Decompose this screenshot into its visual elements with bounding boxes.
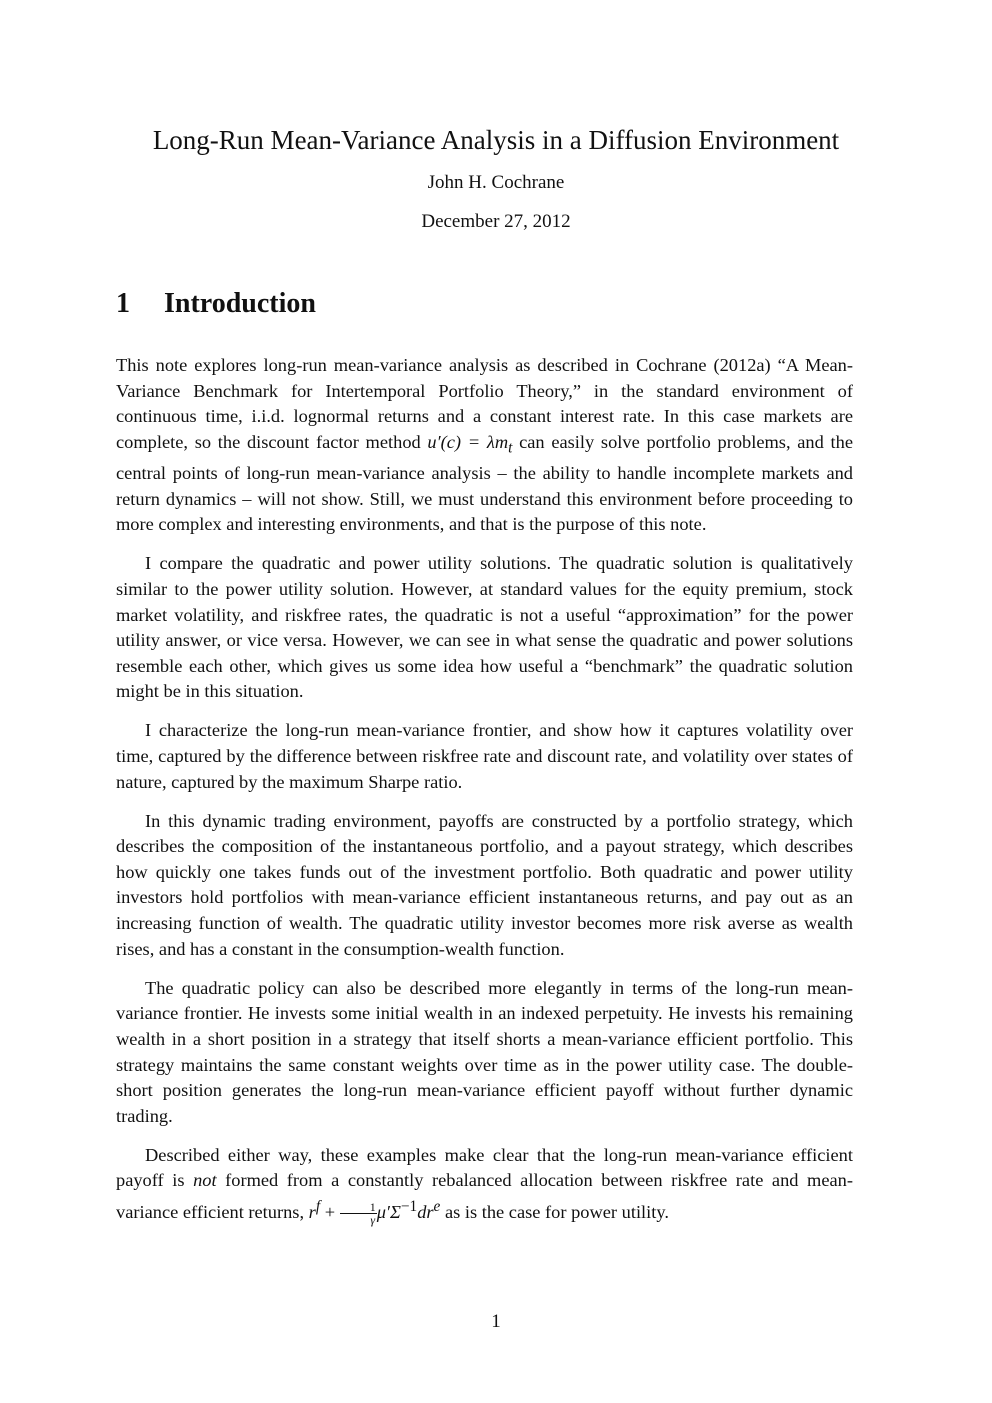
math-mu-sigma: μ′Σ [376,1202,401,1223]
fraction-numerator: 1 [340,1201,377,1214]
page-number: 1 [491,1311,501,1332]
math-sup-inverse: −1 [400,1197,418,1215]
math-fraction [340,1201,377,1226]
fraction-denominator: γ [370,1212,376,1227]
paragraph-6 [116,1143,853,1226]
section-heading [116,285,876,323]
paragraph-1 [116,353,853,538]
equation-inline [427,431,513,457]
paragraph-4: In this dynamic trading environment, payoffs are constructed by a portfolio strategy, which describes the composition of the instantaneous portfolio, and a payout strategy, which describes how quickly one takes funds out of the investment portfolio. Both quadratic and power utility investors hold portfolios with mean-variance efficient instantaneous returns, and pay out as an increasing function of wealth. The quadratic utility investor becomes more risk averse as wealth rises, and has a constant in the consumption-wealth function. [116,810,853,959]
emphasis-not: not [193,1170,217,1191]
body-text [116,353,853,1239]
math-r: r [308,1202,316,1223]
section-title: Introduction [164,288,316,319]
paragraph-3: I characterize the long-run mean-variance frontier, and show how it captures volatility over time, captured by the difference between riskfree rate and discount rate, and volatility over states of nature, captured by the maximum Sharpe ratio. [116,720,853,792]
paragraph-5: The quadratic policy can also be described more elegantly in terms of the long-run mean-variance frontier. He invests some initial wealth in an indexed perpetuity. He invests his remaining wealth in a short position in a strategy that itself shorts a mean-variance efficient portfolio. This strategy maintains the same constant weights over time as in the power utility case. The double-short position generates the long-run mean-variance efficient payoff without further dynamic trading. [116,977,853,1126]
author: John H. Cochrane [427,172,565,193]
math-dr: dr [417,1202,434,1223]
date: December 27, 2012 [421,211,571,232]
paragraph-2: I compare the quadratic and power utility solutions. The quadratic solution is qualitatively similar to the power utility solution. However, at standard values for the equity premium, stock market volatility, and riskfree rates, the quadratic is not a useful “approximation” for the power utility answer, or vice versa. However, we can see in what sense the quadratic and power solutions resemble each other, which gives us some idea how useful a “benchmark” the quadratic solution might be in this situation. [116,553,853,702]
section-number: 1 [116,288,130,319]
paragraph-6-text-b: formed from a constantly rebalanced allocation between riskfree rate and mean-variance efficient returns, [116,1170,853,1223]
paragraph-1-text-a: This note explores long-run mean-variance analysis as described in Cochrane (2012a) “A Mean-Variance Benchmark for Intertemporal Portfolio Theory,” in the standard environment of continuous time, i.i.d. lognormal returns and a constant interest rate. In this case markets are complete, so the discount factor method [116,355,853,452]
math-plus: + [320,1202,340,1223]
paragraph-6-text-c: as is the case for power utility. [440,1202,669,1223]
math-sup-f: f [315,1197,321,1215]
equation-main: u′(c) = λm [427,431,509,452]
math-sup-e: e [433,1197,441,1215]
paper-title: Long-Run Mean-Variance Analysis in a Diffusion Environment [152,125,840,155]
equation-allocation [308,1197,441,1227]
equation-subscript: t [508,439,513,457]
paragraph-6-text-a: Described either way, these examples make clear that the long-run mean-variance efficient payoff is [116,1144,853,1191]
paragraph-1-text-b: can easily solve portfolio problems, and the central points of long-run mean-variance analysis – the ability to handle incomplete markets and return dynamics – will not show. Still, we must understand this environment before proceeding to more complex and interesting environments, and that is the purpose of this note. [116,431,853,535]
